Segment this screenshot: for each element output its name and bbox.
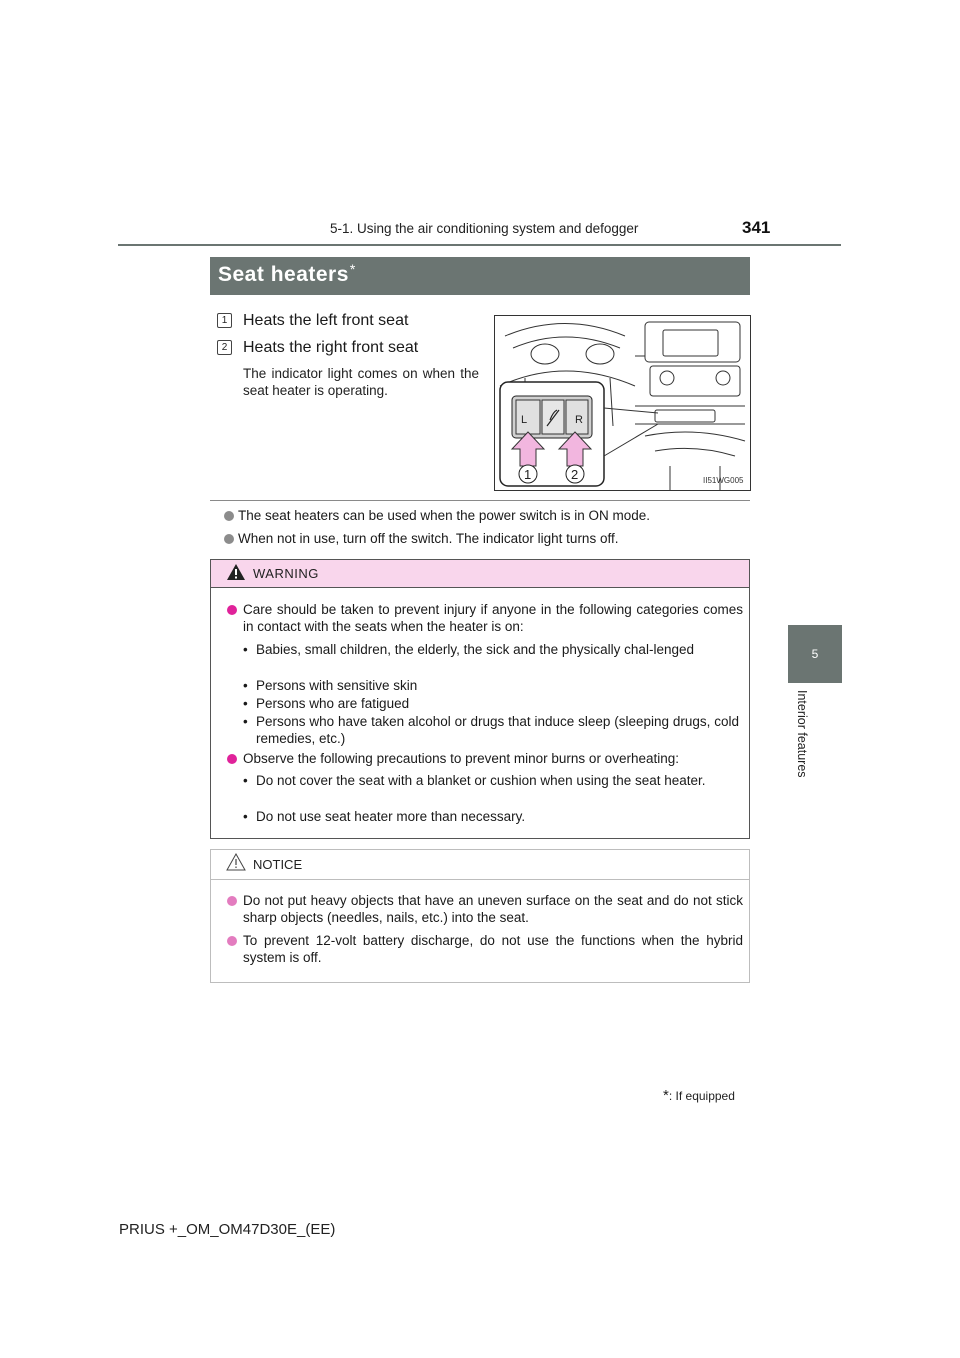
- notice-bullet-icon: [227, 896, 237, 906]
- divider: [210, 500, 750, 501]
- notice-item-1: Do not put heavy objects that have an uneven surface on the seat and do not stick sharp objects (needles, nails, etc.) into the seat.: [243, 893, 743, 925]
- chapter-title-text: Interior features: [795, 690, 809, 778]
- warning-bullet-icon: [227, 754, 237, 764]
- callout-2: 2: [571, 467, 579, 482]
- dashboard-drawing: [495, 316, 750, 490]
- switch-left-label: L: [521, 414, 528, 426]
- warning-sub-item: Do not cover the seat with a blanket or cushion when using the seat heater.: [256, 773, 706, 788]
- warning-sub-item: Persons who are fatigued: [256, 696, 410, 711]
- section-title-text: Seat heaters: [218, 263, 349, 286]
- warning-sub-item: Do not use seat heater more than necessary.: [256, 809, 526, 824]
- notice-title: NOTICE: [253, 857, 303, 872]
- notice-triangle-icon: [226, 853, 246, 871]
- warning-title: WARNING: [253, 566, 319, 581]
- page-number: 341: [742, 218, 771, 237]
- chapter-tab: 5: [788, 625, 842, 683]
- header-rule: [118, 244, 841, 246]
- figure-code: II51WG005: [703, 476, 744, 485]
- bullet-text: The seat heaters can be used when the power switch is in ON mode.: [238, 508, 650, 523]
- bullet-text: When not in use, turn off the switch. The indicator light turns off.: [238, 531, 619, 546]
- switch-right-label: R: [575, 414, 583, 426]
- item-2-text: Heats the right front seat: [243, 339, 419, 356]
- footnote-mark: *: [663, 1087, 669, 1104]
- warning-sub-item: Persons who have taken alcohol or drugs that induce sleep (sleeping drugs, cold remedies, etc.): [256, 714, 739, 746]
- footnote: [663, 1087, 735, 1104]
- callout-1: 1: [524, 467, 532, 482]
- warning-bullet-icon: [227, 605, 237, 615]
- item-2-number: 2: [217, 340, 232, 355]
- notice-bullet-icon: [227, 936, 237, 946]
- warning-item-1: Care should be taken to prevent injury if anyone in the following categories comes in contact with the seats when the heater is on:: [243, 602, 743, 634]
- seat-heater-illustration: [494, 315, 751, 491]
- asterisk-mark: *: [349, 261, 356, 277]
- running-header: 5-1. Using the air conditioning system and defogger: [330, 221, 639, 236]
- notice-item-2: To prevent 12-volt battery discharge, do not use the functions when the hybrid system is off.: [243, 933, 743, 965]
- section-title: [218, 263, 356, 287]
- sub-bullet-mark: •: [243, 678, 248, 693]
- indicator-note: The indicator light comes on when the seat heater is operating.: [243, 366, 479, 398]
- warning-triangle-icon: [226, 563, 246, 581]
- bullet-dot-icon: [224, 511, 234, 521]
- sub-bullet-mark: •: [243, 696, 248, 711]
- sub-bullet-mark: •: [243, 714, 248, 729]
- footnote-text: : If equipped: [668, 1089, 735, 1103]
- chapter-title: [793, 690, 813, 800]
- warning-sub-item: Babies, small children, the elderly, the sick and the physically chal-lenged: [256, 642, 694, 657]
- sub-bullet-mark: •: [243, 773, 248, 788]
- document-code: PRIUS +_OM_OM47D30E_(EE): [119, 1221, 336, 1238]
- warning-sub-item: Persons with sensitive skin: [256, 678, 418, 693]
- item-1-number: 1: [217, 313, 232, 328]
- warning-item-2: Observe the following precautions to prevent minor burns or overheating:: [243, 751, 679, 766]
- bullet-item: [224, 531, 618, 546]
- sub-bullet-mark: •: [243, 642, 248, 657]
- bullet-dot-icon: [224, 534, 234, 544]
- item-1-text: Heats the left front seat: [243, 312, 409, 329]
- sub-bullet-mark: •: [243, 809, 248, 824]
- bullet-item: [224, 508, 650, 523]
